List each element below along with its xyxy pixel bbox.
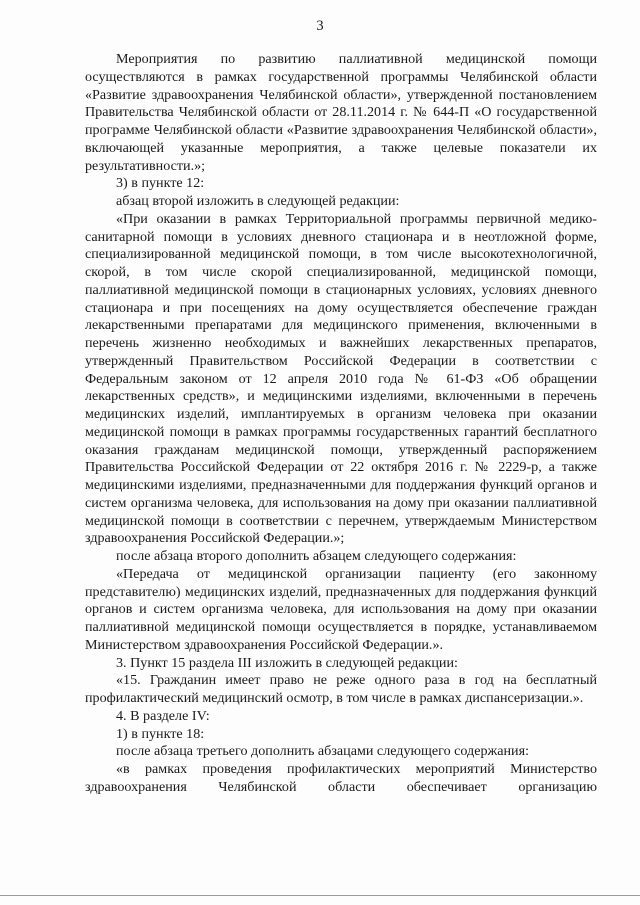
paragraph-point-15-text: «15. Гражданин имеет право не реже одного раза в год на бесплатный профилактический медицинский осмотр, в том числе в рамках диспансеризации.». <box>85 672 597 706</box>
paragraph-palliative-programs: Мероприятия по развитию паллиативной медицинской помощи осуществляются в рамках государственной программы Челябинской области «Развитие здравоохранения Челябинской области», утвержденной постановлением Правительства Челябинской области от 28.11.2014 г. № 644-П «О государственной программе Челябинской области «Развитие здравоохранения Челябинской области», включающей указанные мероприятия, а также целевые показатели их результативности.»; <box>85 51 597 174</box>
paragraph-drug-provision: «При оказании в рамках Территориальной программы первичной медико-санитарной помощи в условиях дневного стационара и в неотложной форме, специализированной медицинской помощи, в том числе высокотехнологичной, скорой, в том числе скорой специализированной, медицинской помощи, паллиативной медицинской помощи в стационарных условиях, условиях дневного стационара и при посещениях на дому осуществляется обеспечение граждан лекарственными препаратами для медицинского применения, включенными в перечень жизненно необходимых и важнейших лекарственных препаратов, утвержденный Правительством Российской Федерации в соответствии с Федеральным законом от 12 апреля 2010 года № 61-ФЗ «Об обращении лекарственных средств», и медицинскими изделиями, включенными в перечень медицинских изделий, имплантируемых в организм человека при оказании медицинской помощи в рамках программы государственных гарантий бесплатного оказания гражданам медицинской помощи, утвержденный распоряжением Правительства Российской Федерации от 22 октября 2016 г. № 2229-р, а также медицинскими изделиями, предназначенными для поддержания функций органов и систем организма человека, для использования на дому при оказании паллиативной медицинской помощи в соответствии с перечнем, утверждаемым Министерством здравоохранения Российской Федерации.»; <box>85 210 597 547</box>
paragraph-device-transfer: «Передача от медицинской организации пациенту (его законному представителю) медицинских изделий, предназначенных для поддержания функций органов и систем организма человека, для использования на дому при оказании паллиативной медицинской помощи осуществляется в порядке, устанавливаемом Министерством здравоохранения Российской Федерации.». <box>85 565 597 653</box>
paragraph-point-18: 1) в пункте 18: <box>116 725 205 742</box>
paragraph-item-3-point-12: 3) в пункте 12: <box>116 175 205 192</box>
paragraph-section-4: 4. В разделе IV: <box>116 707 210 724</box>
paragraph-preventive-measures: «в рамках проведения профилактических мероприятий Министерство здравоохранения Челябинской области обеспечивает организацию <box>85 761 597 795</box>
paragraph-second-abzac-edit: абзац второй изложить в следующей редакции: <box>116 193 400 209</box>
page-bottom-rule <box>0 895 640 896</box>
paragraph-point-15-section-3: 3. Пункт 15 раздела III изложить в следующей редакции: <box>116 654 458 671</box>
paragraph-add-after-second: после абзаца второго дополнить абзацем следующего содержания: <box>116 548 517 564</box>
document-body <box>85 51 597 797</box>
paragraph-add-after-third: после абзаца третьего дополнить абзацами следующего содержания: <box>116 743 529 760</box>
page-number: 3 <box>316 18 324 34</box>
